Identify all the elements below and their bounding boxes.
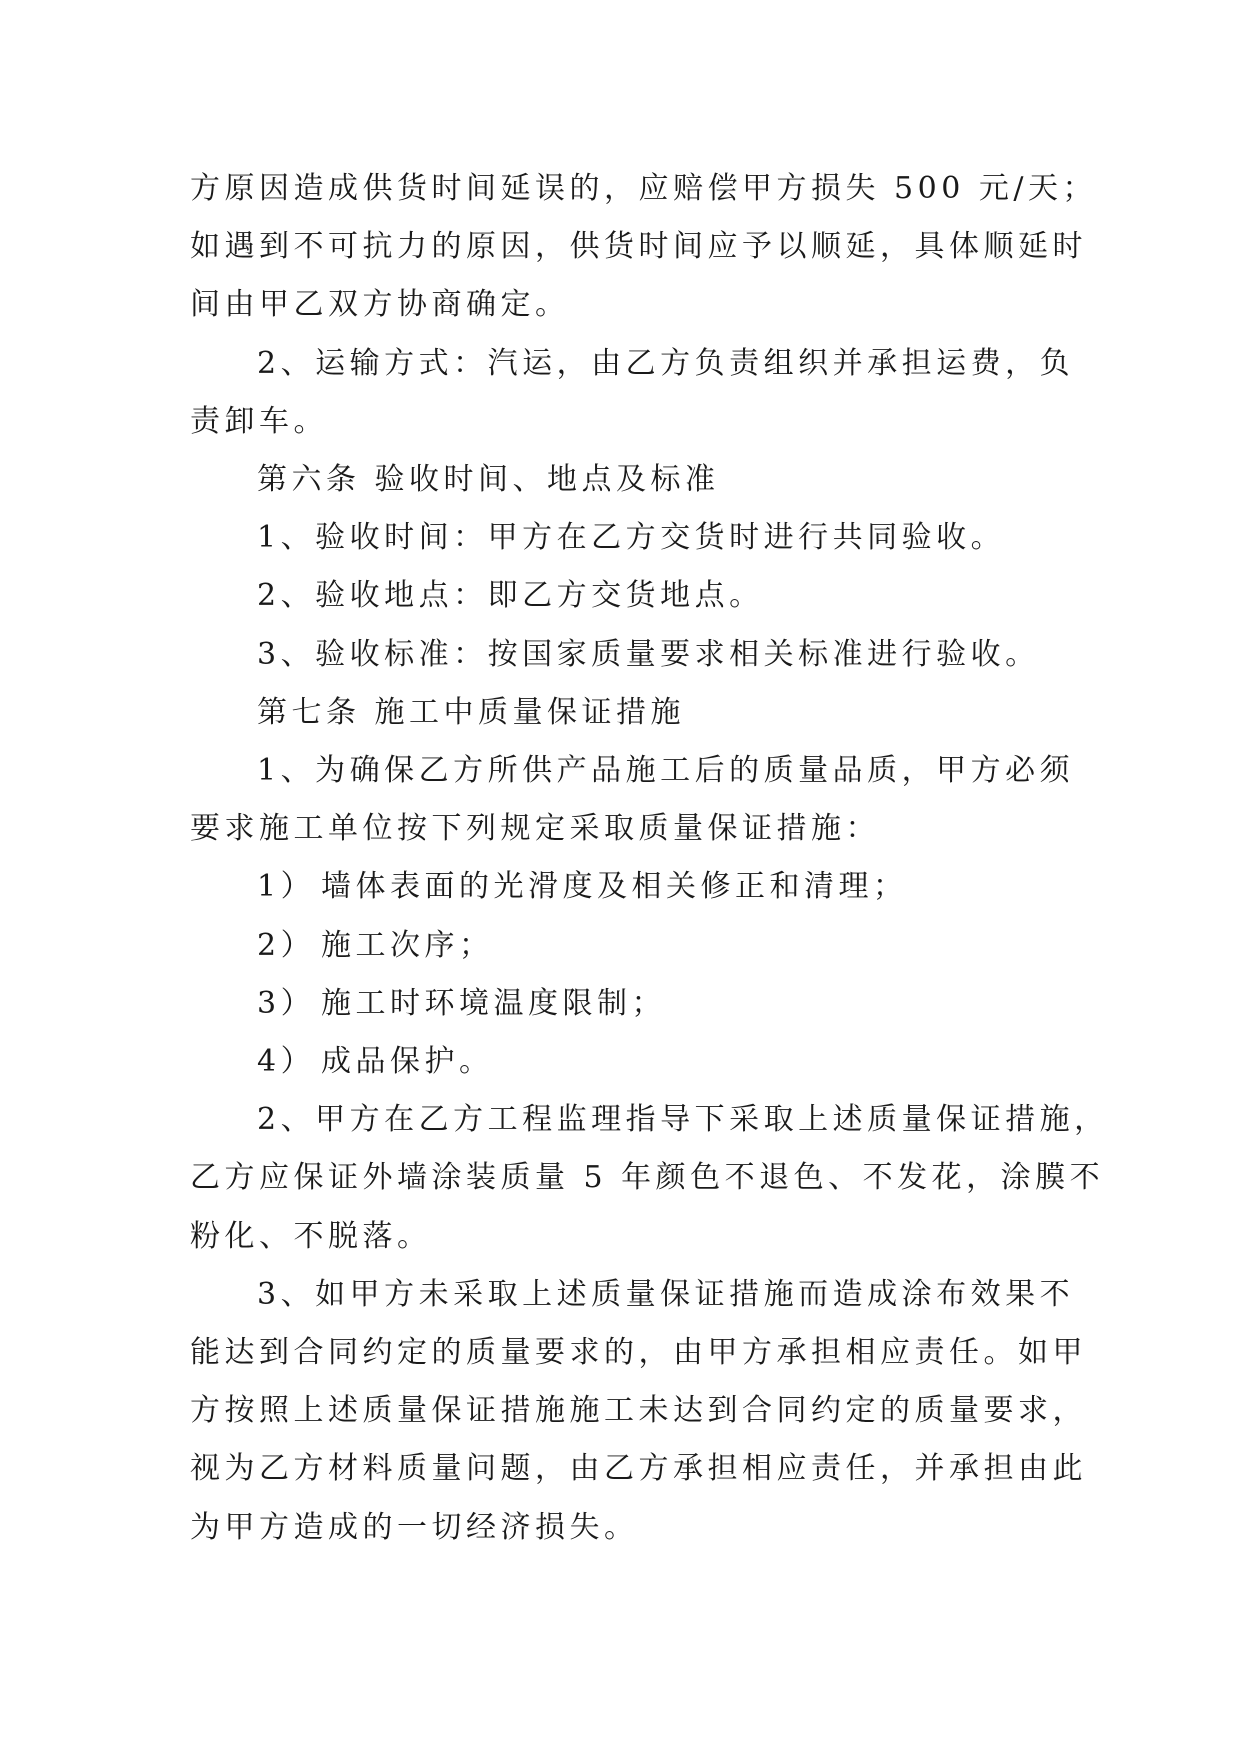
measure-text: 成品保护。 [321, 1044, 494, 1080]
measure-text: 施工时环境温度限制； [321, 985, 666, 1021]
article-7-clause-1 [190, 742, 1075, 858]
text-line: 为甲方造成的一切经济损失。 [190, 1509, 639, 1545]
measure-text: 墙体表面的光滑度及相关修正和清理； [321, 869, 908, 905]
text-line: 责卸车。 [190, 403, 328, 439]
document-body [190, 160, 1109, 1557]
paragraph-delivery-delay [190, 160, 1097, 335]
article-6-heading: 第六条 验收时间、地点及标准 [257, 462, 720, 498]
text-line: 视为乙方材料质量问题，由乙方承担相应责任，并承担由此 [190, 1451, 1087, 1487]
text-line: 3、如甲方未采取上述质量保证措施而造成涂布效果不 [257, 1276, 1075, 1312]
text-line: 要求施工单位按下列规定采取质量保证措施： [190, 811, 880, 847]
text-line: 间由甲乙双方协商确定。 [190, 287, 570, 323]
measure-number: 1） [257, 869, 316, 905]
measure-item [190, 858, 1060, 916]
text-line: 2、甲方在乙方工程监理指导下采取上述质量保证措施， [257, 1102, 1109, 1138]
text-line: 粉化、不脱落。 [190, 1218, 432, 1254]
text-line: 如遇到不可抗力的原因，供货时间应予以顺延，具体顺延时 [190, 229, 1087, 265]
paragraph-transport [190, 335, 1075, 451]
text-line: 乙方应保证外墙涂装质量 5 年颜色不退色、不发花，涂膜不 [190, 1160, 1105, 1196]
article-6-item: 1、验收时间：甲方在乙方交货时进行共同验收。 [257, 520, 1006, 556]
measure-item [190, 975, 1060, 1033]
article-7-heading: 第七条 施工中质量保证措施 [257, 694, 686, 730]
measure-number: 4） [257, 1044, 316, 1080]
article-6-item: 2、验收地点：即乙方交货地点。 [257, 578, 764, 614]
measure-number: 2） [257, 927, 316, 963]
text-line: 方原因造成供货时间延误的，应赔偿甲方损失 500 元/天； [190, 171, 1097, 206]
article-7-clause-3 [190, 1266, 1087, 1557]
text-line: 2、运输方式：汽运，由乙方负责组织并承担运费，负 [257, 345, 1075, 381]
text-line: 能达到合同约定的质量要求的，由甲方承担相应责任。如甲 [190, 1335, 1087, 1371]
measure-item [190, 917, 1060, 975]
text-line: 1、为确保乙方所供产品施工后的质量品质，甲方必须 [257, 753, 1075, 789]
measure-number: 3） [257, 985, 316, 1021]
text-line: 方按照上述质量保证措施施工未达到合同约定的质量要求， [190, 1393, 1087, 1429]
measure-text: 施工次序； [321, 927, 494, 963]
article-7-clause-2 [190, 1091, 1109, 1266]
article-6-item: 3、验收标准：按国家质量要求相关标准进行验收。 [257, 636, 1040, 672]
measure-item [190, 1033, 1060, 1091]
